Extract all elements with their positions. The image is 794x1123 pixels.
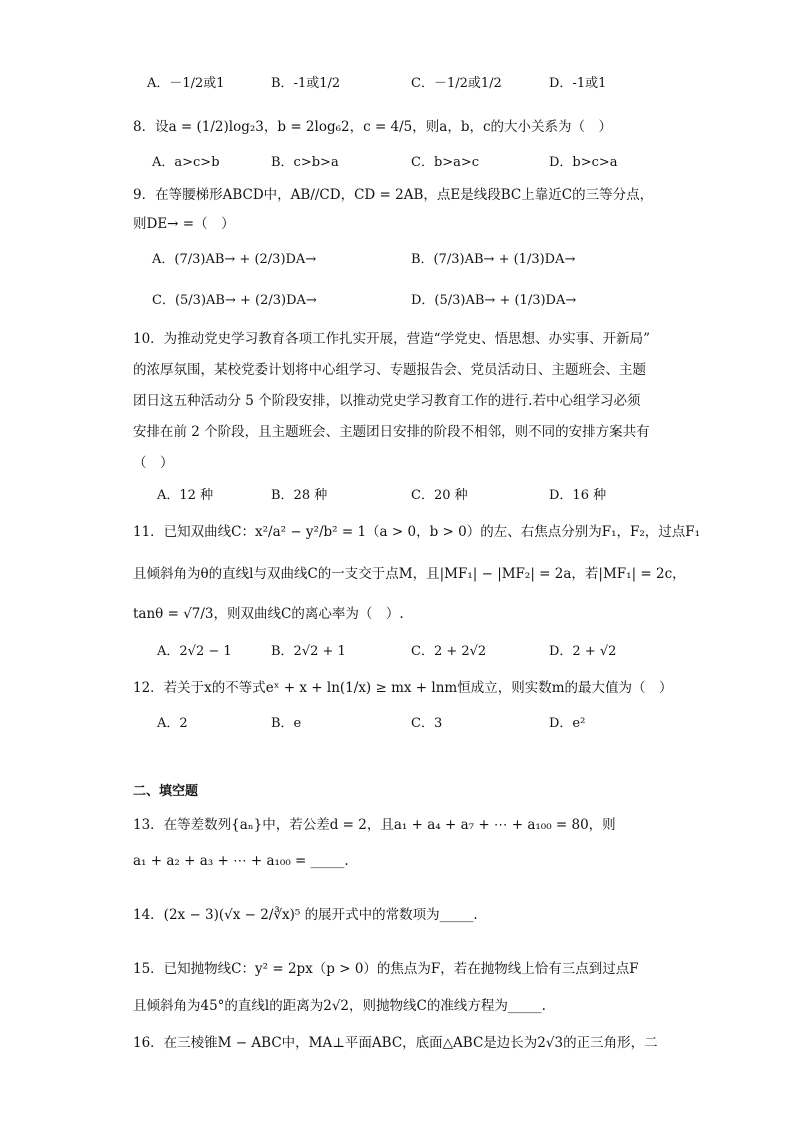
q10-line-5: （ ）	[133, 455, 174, 471]
q12-option-c: C．3	[411, 716, 443, 731]
q11-option-d: D．2 + √2	[549, 644, 617, 659]
q9-stem-line2: 则DE→ =（ ）	[133, 216, 235, 232]
q9-option-a: A．(7/3)AB→ + (2/3)DA→	[152, 252, 317, 267]
q10-option-d: D．16 种	[549, 488, 607, 503]
q7-option-b: B．-1或1/2	[271, 76, 341, 91]
q11-option-c: C．2 + 2√2	[411, 644, 487, 659]
q8-option-c: C．b>a>c	[411, 155, 480, 170]
q12-option-b: B．e	[271, 716, 302, 731]
q14-stem: 14．(2x − 3)(√x − 2/∛x)⁵ 的展开式中的常数项为_____.	[133, 907, 478, 923]
q13-line-2: a₁ + a₂ + a₃ + ⋯ + a₁₀₀ = _____.	[133, 853, 349, 869]
q9-option-b: B．(7/3)AB→ + (1/3)DA→	[411, 252, 576, 267]
q8-stem: 8．设a = (1/2)log₂3，b = 2log₆2，c = 4/5，则a，b，c的大小关系为（ ）	[133, 119, 613, 135]
q9-option-d: D．(5/3)AB→ + (1/3)DA→	[411, 293, 577, 308]
q10-line-3: 团日这五种活动分 5 个阶段安排，以推动党史学习教育工作的进行.若中心组学习必须	[133, 393, 641, 409]
q7-option-d: D．-1或1	[549, 76, 607, 91]
q10-line-4: 安排在前 2 个阶段，且主题班会、主题团日安排的阶段不相邻，则不同的安排方案共有	[133, 424, 650, 440]
q15-line-2: 且倾斜角为45°的直线l的距离为2√2，则抛物线C的准线方程为_____.	[133, 998, 546, 1014]
q10-option-c: C．20 种	[411, 488, 468, 503]
q11-option-b: B．2√2 + 1	[271, 644, 346, 659]
q10-line-1: 10．为推动党史学习教育各项工作扎实开展，营造“学党史、悟思想、办实事、开新局”	[133, 331, 650, 347]
q8-option-b: B．c>b>a	[271, 155, 339, 170]
q7-option-c: C．－1/2或1/2	[411, 76, 502, 91]
q10-line-2: 的浓厚氛围，某校党委计划将中心组学习、专题报告会、党员活动日、主题班会、主题	[133, 362, 646, 378]
q12-stem: 12．若关于x的不等式eˣ + x + ln(1/x) ≥ mx + lnm恒成立，则实数m的最大值为（ ）	[133, 680, 673, 696]
q15-line-1: 15．已知抛物线C：y² = 2px（p > 0）的焦点为F，若在抛物线上恰有三点到过点F	[133, 961, 639, 977]
section-heading-fill-in: 二、填空题	[133, 784, 199, 799]
q11-option-a: A．2√2 − 1	[157, 644, 232, 659]
q11-line-3: tanθ = √7/3，则双曲线C的离心率为（ ）.	[133, 606, 404, 622]
q16-stem: 16．在三棱锥M − ABC中，MA⊥平面ABC，底面△ABC是边长为2√3的正三角形，二	[133, 1035, 658, 1051]
q12-option-a: A．2	[157, 716, 188, 731]
q9-stem: 9．在等腰梯形ABCD中，AB//CD，CD = 2AB，点E是线段BC上靠近C的三等分点，	[133, 187, 654, 203]
q12-option-d: D．e²	[549, 716, 586, 731]
q7-option-a: A．－1/2或1	[147, 76, 225, 91]
q10-option-b: B．28 种	[271, 488, 328, 503]
q13-line-1: 13．在等差数列{aₙ}中，若公差d = 2，且a₁ + a₄ + a₇ + ⋯ + a₁₀₀ = 80，则	[133, 817, 616, 833]
q9-option-c: C．(5/3)AB→ + (2/3)DA→	[152, 293, 317, 308]
q8-option-a: A．a>c>b	[152, 155, 220, 170]
q8-option-d: D．b>c>a	[549, 155, 618, 170]
q11-line-1: 11．已知双曲线C：x²/a² − y²/b² = 1（a > 0，b > 0）的左、右焦点分别为F₁，F₂，过点F₁	[133, 524, 701, 540]
q11-line-2: 且倾斜角为θ的直线l与双曲线C的一支交于点M，且|MF₁| − |MF₂| = 2a，若|MF₁| = 2c，	[133, 566, 686, 582]
q10-option-a: A．12 种	[157, 488, 214, 503]
